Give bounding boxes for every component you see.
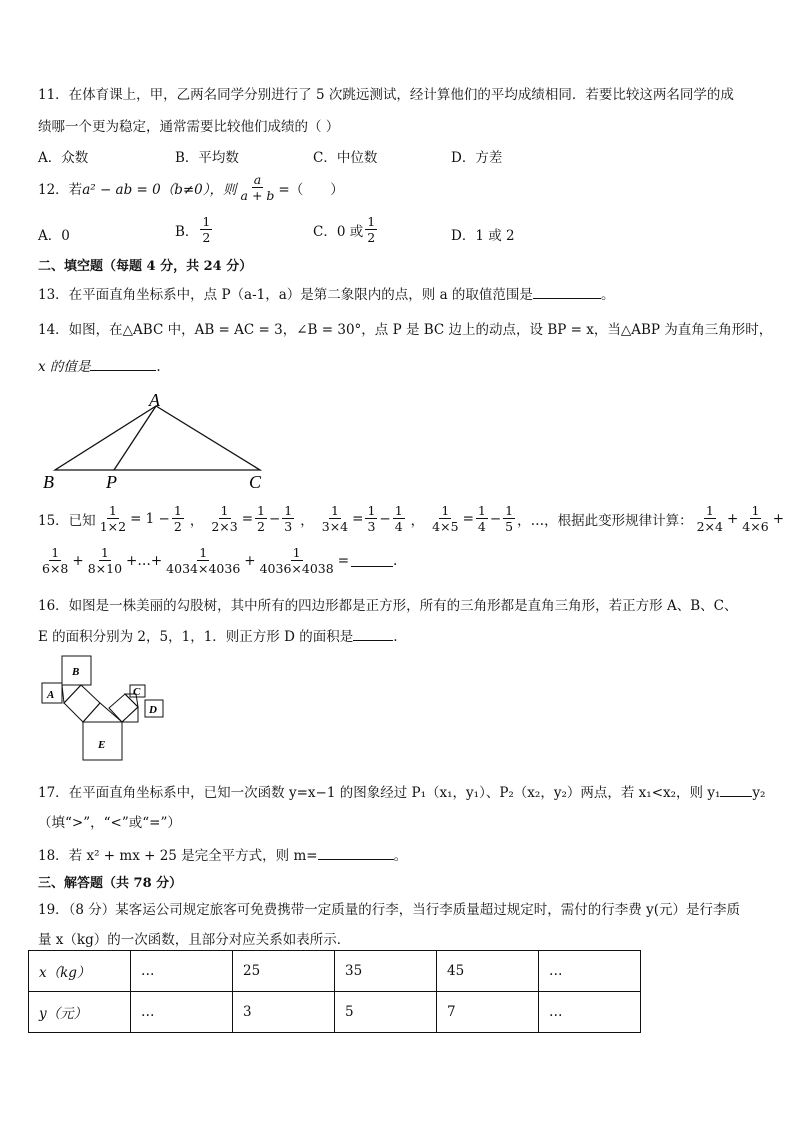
frac-den: 6×8	[42, 561, 69, 576]
q14-triangle-figure	[38, 388, 278, 494]
q15-equals: =	[337, 552, 350, 569]
frac-num: 1	[199, 545, 208, 560]
frac-den: 3	[284, 519, 293, 534]
q16-line1: 16．如图是一株美丽的勾股树，其中所有的四边形都是正方形，所有的三角形都是直角三角形，若正方形 A、B、C、	[38, 598, 738, 614]
label-c: C	[249, 472, 262, 492]
q12-fraction	[239, 172, 277, 203]
q16-line2	[38, 625, 398, 645]
frac-num: 1	[705, 503, 714, 518]
q15-comma: ，	[410, 512, 425, 529]
q15-sum-frac	[86, 545, 124, 576]
q11-line1: 11．在体育课上，甲，乙两名同学分别进行了 5 次跳远测试，经计算他们的平均成绩相同．若要比较这两名同学的成	[38, 87, 734, 103]
label-a: A	[149, 390, 160, 410]
triangle-abc	[55, 406, 260, 470]
q15-eq: =	[462, 510, 474, 527]
label-b: B	[72, 666, 80, 678]
frac-den: 2×3	[211, 519, 238, 534]
label-c: C	[133, 686, 141, 698]
q17-line2: （填“>”，“<”或“=”）	[38, 815, 181, 831]
q15-frac	[393, 503, 405, 534]
q13-text: 13．在平面直角坐标系中，点 P（a-1，a）是第二象限内的点，则 a 的取值范围是	[38, 287, 533, 303]
frac-den: 5	[505, 519, 514, 534]
q15-minus: −	[489, 510, 502, 527]
frac-num: 1	[367, 214, 376, 229]
table-row	[29, 951, 641, 992]
q12-frac-num: a	[253, 172, 262, 187]
q15-sum-frac	[164, 545, 242, 576]
q15-plus: +	[726, 510, 739, 527]
q12-option-b-frac	[200, 214, 212, 245]
q12-option-a: A．0	[38, 228, 70, 244]
frac-num: 1	[394, 503, 403, 518]
triangle-top-left	[62, 685, 81, 703]
label-e: E	[98, 739, 106, 751]
frac-den: 2	[202, 230, 211, 245]
frac-den: 4036×4038	[259, 561, 334, 576]
q15-plus: +	[244, 552, 256, 569]
frac-den: 4×5	[432, 519, 459, 534]
q18-text: 18．若 x² + mx + 25 是完全平方式，则 m=	[38, 848, 318, 864]
frac-num: 1	[477, 503, 486, 518]
q18	[38, 844, 407, 864]
q18-answer-blank	[318, 847, 394, 860]
table-cell: 3	[233, 992, 335, 1033]
frac-num: 1	[257, 503, 265, 518]
frac-den: 1×2	[99, 519, 127, 534]
table-row	[29, 992, 641, 1033]
q12-prefix: 12．若	[38, 181, 83, 198]
q17-y2: y₂	[752, 785, 766, 801]
q16-answer-blank	[353, 628, 393, 641]
q15-line1	[38, 503, 784, 534]
table-cell: …	[131, 951, 233, 992]
q16-end: .	[393, 629, 398, 645]
segment-ap	[114, 406, 156, 470]
table-cell: 7	[437, 992, 539, 1033]
q11-option-b: B．平均数	[175, 150, 239, 166]
q15-sum-frac	[740, 503, 770, 534]
frac-num: 1	[220, 503, 229, 518]
q15-sum-frac	[695, 503, 725, 534]
q12-option-c	[313, 214, 379, 245]
q15-sum-frac	[258, 545, 336, 576]
q19-line1: 19．（8 分）某客运公司规定旅客可免费携带一定质量的行李，当行李质量超过规定时，需付的行李费 y(元）是行李质	[38, 902, 740, 918]
q15-answer-blank	[351, 554, 393, 567]
table-cell: …	[131, 992, 233, 1033]
q12-option-c-frac	[365, 214, 377, 245]
q15-frac	[98, 503, 128, 534]
q15-plus: +	[72, 552, 84, 569]
q15-eq: =	[241, 510, 254, 527]
frac-num: 1	[173, 503, 182, 518]
q15-dots: +…+	[126, 552, 163, 569]
q14-answer-blank	[90, 358, 156, 371]
q12-equation: a² − ab = 0（b≠0），则	[82, 181, 237, 198]
q15-frac	[255, 503, 267, 534]
section-3-heading: 三、解答题（共 78 分）	[38, 876, 183, 891]
q15-frac	[365, 503, 377, 534]
table-cell: 25	[233, 951, 335, 992]
table-cell: 5	[335, 992, 437, 1033]
q15-frac	[503, 503, 515, 534]
q11-option-c: C．中位数	[313, 150, 378, 166]
frac-num: 1	[284, 503, 293, 518]
frac-num: 1	[441, 503, 450, 518]
square-left-mid	[64, 685, 100, 722]
pythagoras-tree-figure	[38, 652, 178, 764]
q12-option-b-label: B．	[175, 223, 199, 240]
q11-line2: 绩哪一个更为稳定，通常需要比较他们成绩的（ ）	[38, 119, 340, 135]
frac-den: 4	[394, 519, 403, 534]
table-cell-header: x（kg）	[29, 951, 131, 992]
q14-line2-text: x 的值是	[38, 359, 91, 375]
q17-line1	[38, 781, 765, 801]
table-cell: …	[539, 992, 641, 1033]
q19-line2: 量 x（kg）的一次函数，且部分对应关系如表所示．	[38, 932, 351, 948]
q11-option-d: D．方差	[451, 150, 503, 166]
frac-den: 2	[173, 519, 182, 534]
q17-answer-blank	[720, 784, 752, 797]
frac-num: 1	[108, 503, 117, 518]
q12-option-b	[175, 214, 214, 245]
q15-eq: =	[352, 510, 364, 527]
frac-num: 1	[202, 214, 211, 229]
label-p: P	[106, 472, 117, 492]
q14-line2	[38, 355, 161, 375]
q15-sum-frac	[40, 545, 70, 576]
frac-den: 3×4	[321, 519, 349, 534]
q15-eq: = 1 −	[130, 510, 170, 527]
q17-line1-text: 17．在平面直角坐标系中，已知一次函数 y=x−1 的图象经过 P₁（x₁，y₁）、P₂（x₂，y₂）两点，若 x₁<x₂，则 y₁	[38, 785, 721, 801]
frac-den: 2	[367, 230, 376, 245]
label-a: A	[47, 689, 55, 701]
q15-line2	[38, 545, 397, 576]
q15-comma: ，	[300, 512, 314, 529]
section-2-heading: 二、填空题（每题 4 分，共 24 分）	[38, 259, 253, 274]
q12-suffix: =（ ）	[278, 181, 344, 198]
table-cell: …	[539, 951, 641, 992]
q18-end: 。	[393, 848, 408, 864]
q15-frac	[282, 503, 294, 534]
q15-comma: ，	[189, 512, 204, 529]
q15-minus: −	[379, 510, 391, 527]
frac-num: 1	[367, 503, 376, 518]
q15-frac	[476, 503, 488, 534]
q12-frac-den: a + b	[240, 188, 275, 203]
q15-mid: ，…，根据此变形规律计算：	[517, 512, 693, 529]
frac-den: 8×10	[87, 561, 123, 576]
frac-den: 4	[477, 519, 486, 534]
q15-plus: +	[772, 510, 784, 527]
label-b: B	[43, 472, 54, 492]
q15-frac	[172, 503, 184, 534]
q16-line2-text: E 的面积分别为 2，5，1，1．则正方形 D 的面积是	[38, 629, 354, 645]
q15-frac	[320, 503, 350, 534]
q12-option-d: D．1 或 2	[451, 228, 515, 244]
table-cell-header: y（元）	[29, 992, 131, 1033]
frac-num: 1	[330, 503, 339, 518]
q13-answer-blank	[533, 286, 601, 299]
q14-end: .	[156, 359, 161, 375]
frac-den: 3	[367, 519, 376, 534]
q15-minus: −	[268, 510, 281, 527]
label-d: D	[149, 704, 157, 716]
q12-option-c-label: C．0 或	[313, 223, 364, 240]
q15-intro: 15．已知	[38, 512, 96, 529]
q13	[38, 283, 614, 303]
frac-num: 1	[100, 545, 109, 560]
frac-num: 1	[51, 545, 60, 560]
q14-line1: 14．如图，在△ABC 中，AB = AC = 3，∠B = 30°，点 P 是 BC 边上的动点，设 BP = x，当△ABP 为直角三角形时，	[38, 322, 773, 338]
q15-end: .	[393, 552, 398, 569]
table-cell: 35	[335, 951, 437, 992]
frac-den: 2	[257, 519, 265, 534]
q12-stem	[38, 172, 344, 203]
square-right-mid	[109, 694, 138, 722]
q13-end: 。	[600, 287, 615, 303]
q15-frac	[430, 503, 460, 534]
frac-num: 1	[505, 503, 514, 518]
frac-den: 4×6	[742, 519, 769, 534]
q19-table	[28, 950, 641, 1033]
q11-option-a: A．众数	[38, 150, 89, 166]
q15-frac	[209, 503, 239, 534]
frac-num: 1	[292, 545, 301, 560]
table-cell: 45	[437, 951, 539, 992]
frac-den: 2×4	[696, 519, 723, 534]
frac-num: 1	[751, 503, 760, 518]
triangle-bottom-left	[83, 703, 122, 722]
frac-den: 4034×4036	[166, 561, 241, 576]
